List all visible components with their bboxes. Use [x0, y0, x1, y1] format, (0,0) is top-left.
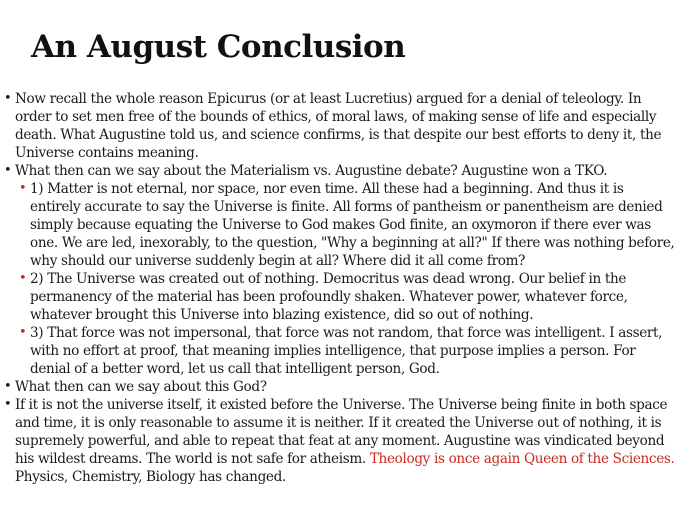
sub-bullet-item [3, 180, 675, 270]
sub-bullet-marker: • [19, 271, 27, 286]
bullet-item [3, 162, 675, 180]
bullet-item [3, 90, 675, 162]
bullet-tail-text: Physics, Chemistry, Biology has changed. [15, 469, 286, 485]
bullet-text: If it is not the universe itself, it existed before the Universe. The Universe being finite in both space and time, it is only reasonable to assume it is neither. If it created the Universe out of nothing, it is supremely powerful, and able to repeat that feat at any moment. Augustine was vindicated beyond his wildest dreams. The world is not safe for atheism. [15, 397, 668, 467]
sub-bullet-marker: • [19, 181, 27, 196]
slide-title: An August Conclusion [31, 29, 406, 65]
bullet-marker: • [4, 163, 12, 178]
sub-bullet-text: 2) The Universe was created out of nothing. Democritus was dead wrong. Our belief in the permanency of the material has been profoundly shaken. Whatever power, whatever force, whatever brought this Universe into blazing existence, did so out of nothing. [30, 271, 628, 323]
sub-bullet-item [3, 270, 675, 324]
bullet-text: What then can we say about this God? [15, 379, 267, 395]
bullet-text: Now recall the whole reason Epicurus (or at least Lucretius) argued for a denial of teleology. In order to set men free of the bounds of ethics, of moral laws, of making sense of life and especially death. What Augustine told us, and science confirms, is that despite our best efforts to deny it, the Universe contains meaning. [15, 91, 662, 161]
sub-bullet-text: 3) That force was not impersonal, that force was not random, that force was intelligent. I assert, with no effort at proof, that meaning implies intelligence, that purpose implies a person. For denial of a better word, let us call that intelligent person, God. [30, 325, 663, 377]
bullet-item [3, 378, 675, 396]
bullet-marker: • [4, 379, 12, 394]
bullet-text: What then can we say about the Materialism vs. Augustine debate? Augustine won a TKO. [15, 163, 608, 179]
bullet-marker: • [4, 91, 12, 106]
bullet-marker: • [4, 397, 12, 412]
highlighted-text: Theology is once again Queen of the Sciences. [369, 451, 675, 467]
sub-bullet-item [3, 324, 675, 378]
bullet-list [3, 90, 675, 486]
bullet-item [3, 396, 675, 486]
sub-bullet-marker: • [19, 325, 27, 340]
sub-bullet-text: 1) Matter is not eternal, nor space, nor even time. All these had a beginning. And thus it is entirely accurate to say the Universe is finite. All forms of pantheism or panentheism are denied simply because equating the Universe to God makes God finite, an oxymoron if there ever was one. We are led, inexorably, to the question, "Why a beginning at all?" If there was nothing before, why should our universe suddenly begin at all? Where did it all come from? [30, 181, 675, 269]
